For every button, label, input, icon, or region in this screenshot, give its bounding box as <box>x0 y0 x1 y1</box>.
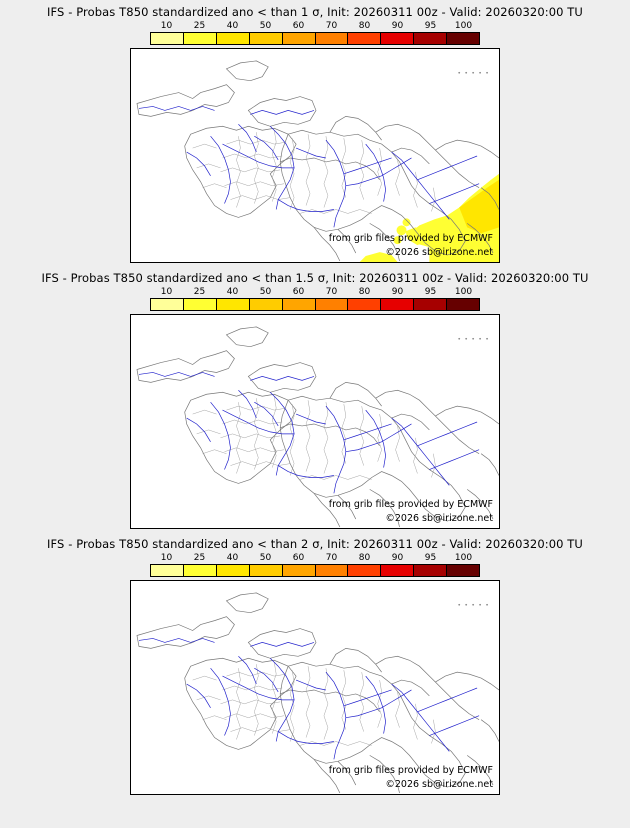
colorbar-segment <box>217 299 250 310</box>
colorbar-tick: 25 <box>193 21 206 31</box>
colorbar-segment <box>316 299 349 310</box>
map-panel-3[interactable] <box>130 580 500 795</box>
colorbar-tick: 10 <box>160 21 173 31</box>
colorbar-gradient <box>150 32 480 45</box>
colorbar-segment <box>414 565 447 576</box>
map-marker-dots <box>458 604 488 606</box>
colorbar-segment <box>250 33 283 44</box>
colorbar-tick: 100 <box>454 287 473 297</box>
colorbar-segment <box>184 33 217 44</box>
colorbar-tick: 25 <box>193 287 206 297</box>
credit-site: ©2026 sb@irizone.net <box>385 779 493 790</box>
colorbar <box>150 21 480 45</box>
panel-threshold-1 <box>0 0 630 266</box>
colorbar-tick: 90 <box>391 553 404 563</box>
colorbar-tick: 100 <box>454 21 473 31</box>
colorbar-segment <box>217 565 250 576</box>
panel-title: IFS - Probas T850 standardized ano < than 1.5 σ, Init: 20260311 00z - Valid: 20260320:00 TU <box>41 271 589 285</box>
coastlines <box>137 593 499 793</box>
colorbar-tick: 60 <box>292 287 305 297</box>
colorbar-segment <box>348 565 381 576</box>
colorbar-tick: 40 <box>226 287 239 297</box>
map-graphic <box>131 315 499 528</box>
panel-threshold-2 <box>0 532 630 795</box>
colorbar-tick: 80 <box>358 287 371 297</box>
colorbar-tick: 70 <box>325 287 338 297</box>
colorbar-segment <box>283 33 316 44</box>
colorbar-tick: 40 <box>226 21 239 31</box>
colorbar-segment <box>151 299 184 310</box>
colorbar-tick: 70 <box>325 21 338 31</box>
colorbar-segment <box>250 299 283 310</box>
credit-site: ©2026 sb@irizone.net <box>385 247 493 258</box>
coastlines <box>137 327 499 527</box>
map-marker-dots <box>458 72 488 74</box>
colorbar-tick: 80 <box>358 21 371 31</box>
map-panel-1[interactable] <box>130 48 500 263</box>
panel-threshold-1-5 <box>0 266 630 532</box>
colorbar-segment <box>184 299 217 310</box>
map-graphic <box>131 581 499 794</box>
colorbar-segment <box>151 565 184 576</box>
colorbar <box>150 287 480 311</box>
colorbar-tick: 95 <box>424 287 437 297</box>
colorbar-segment <box>381 33 414 44</box>
colorbar-gradient <box>150 564 480 577</box>
colorbar-segment <box>184 565 217 576</box>
credit-ecmwf: from grib files provided by ECMWF <box>328 765 493 776</box>
colorbar-tick: 25 <box>193 553 206 563</box>
colorbar-segment <box>381 565 414 576</box>
colorbar-tick: 80 <box>358 553 371 563</box>
colorbar-tick: 60 <box>292 553 305 563</box>
colorbar-tick: 40 <box>226 553 239 563</box>
panel-title: IFS - Probas T850 standardized ano < than 2 σ, Init: 20260311 00z - Valid: 20260320:00 TU <box>47 537 583 551</box>
colorbar-tick: 50 <box>259 21 272 31</box>
colorbar-tick: 70 <box>325 553 338 563</box>
colorbar-tick: 10 <box>160 287 173 297</box>
colorbar-tick-labels <box>150 21 480 32</box>
colorbar-segment <box>447 299 479 310</box>
colorbar-tick: 60 <box>292 21 305 31</box>
colorbar-segment <box>283 299 316 310</box>
colorbar <box>150 553 480 577</box>
colorbar-tick: 100 <box>454 553 473 563</box>
colorbar-tick: 95 <box>424 553 437 563</box>
colorbar-segment <box>316 33 349 44</box>
credit-site: ©2026 sb@irizone.net <box>385 513 493 524</box>
colorbar-segment <box>414 299 447 310</box>
colorbar-segment <box>283 565 316 576</box>
colorbar-tick: 90 <box>391 21 404 31</box>
colorbar-tick: 10 <box>160 553 173 563</box>
colorbar-tick: 90 <box>391 287 404 297</box>
colorbar-segment <box>316 565 349 576</box>
colorbar-tick-labels <box>150 287 480 298</box>
panel-title: IFS - Probas T850 standardized ano < than 1 σ, Init: 20260311 00z - Valid: 20260320:00 TU <box>47 5 583 19</box>
map-panel-2[interactable] <box>130 314 500 529</box>
colorbar-gradient <box>150 298 480 311</box>
colorbar-tick: 50 <box>259 287 272 297</box>
colorbar-segment <box>348 33 381 44</box>
colorbar-segment <box>447 33 479 44</box>
colorbar-segment <box>217 33 250 44</box>
map-graphic <box>131 49 499 262</box>
credit-ecmwf: from grib files provided by ECMWF <box>328 499 493 510</box>
colorbar-tick: 95 <box>424 21 437 31</box>
colorbar-segment <box>250 565 283 576</box>
colorbar-segment <box>414 33 447 44</box>
colorbar-segment <box>151 33 184 44</box>
credit-ecmwf: from grib files provided by ECMWF <box>328 233 493 244</box>
colorbar-segment <box>348 299 381 310</box>
colorbar-segment <box>447 565 479 576</box>
map-marker-dots <box>458 338 488 340</box>
colorbar-tick-labels <box>150 553 480 564</box>
colorbar-tick: 50 <box>259 553 272 563</box>
colorbar-segment <box>381 299 414 310</box>
